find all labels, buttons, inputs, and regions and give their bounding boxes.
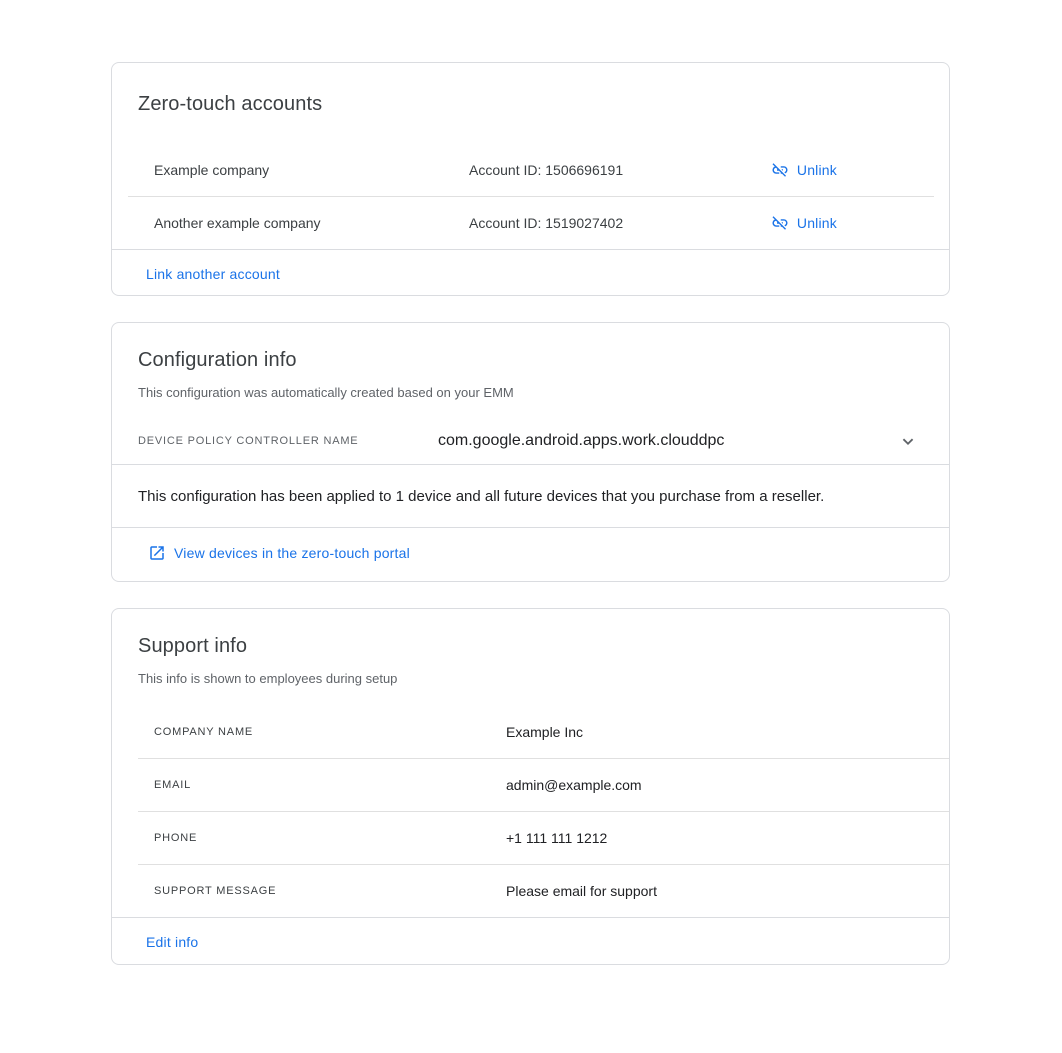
dpc-label: DEVICE POLICY CONTROLLER NAME <box>138 434 359 447</box>
configuration-info-card <box>111 322 950 582</box>
table-row <box>112 759 949 811</box>
link-another-account-button[interactable]: Link another account <box>146 266 280 282</box>
account-row <box>112 144 949 196</box>
table-row <box>112 865 949 917</box>
field-label: COMPANY NAME <box>154 726 254 738</box>
chevron-down-icon[interactable] <box>897 430 919 452</box>
dpc-row <box>112 417 949 464</box>
field-value: Example Inc <box>506 724 584 740</box>
applied-message: This configuration has been applied to 1 device and all future devices that you purchase from a reseller. <box>138 487 825 505</box>
card-footer <box>112 528 949 577</box>
table-row <box>112 812 949 864</box>
account-id: Account ID: 1519027402 <box>469 215 624 231</box>
view-devices-portal-link[interactable] <box>148 544 410 562</box>
field-label: PHONE <box>154 832 198 844</box>
card-header <box>112 63 949 144</box>
open-in-new-icon <box>148 544 166 562</box>
account-name: Example company <box>154 162 270 178</box>
view-devices-portal-label: View devices in the zero-touch portal <box>174 544 410 561</box>
link-off-icon <box>771 214 789 232</box>
card-header <box>112 323 949 400</box>
account-id: Account ID: 1506696191 <box>469 162 624 178</box>
unlink-button[interactable] <box>771 214 837 232</box>
card-header <box>112 609 949 686</box>
unlink-button[interactable] <box>771 161 837 179</box>
edit-info-button[interactable]: Edit info <box>146 934 199 950</box>
field-label: EMAIL <box>154 779 192 791</box>
field-value: Please email for support <box>506 883 657 899</box>
unlink-label: Unlink <box>796 215 837 231</box>
field-value: admin@example.com <box>506 777 642 793</box>
zero-touch-accounts-title: Zero-touch accounts <box>138 93 323 115</box>
account-name: Another example company <box>154 215 321 231</box>
field-label: SUPPORT MESSAGE <box>154 885 277 897</box>
link-off-icon <box>771 161 789 179</box>
support-info-card <box>111 608 950 965</box>
card-footer <box>112 917 949 965</box>
unlink-label: Unlink <box>796 162 837 178</box>
card-footer <box>112 249 949 296</box>
support-table <box>112 706 949 917</box>
account-row <box>112 197 949 249</box>
dpc-value: com.google.android.apps.work.clouddpc <box>438 431 725 449</box>
field-value: +1 111 111 1212 <box>506 830 608 846</box>
support-info-subtitle: This info is shown to employees during setup <box>138 671 398 686</box>
support-info-title: Support info <box>138 635 248 657</box>
zero-touch-accounts-card <box>111 62 950 296</box>
configuration-info-subtitle: This configuration was automatically created based on your EMM <box>138 385 514 400</box>
configuration-info-title: Configuration info <box>138 349 297 371</box>
table-row <box>112 706 949 758</box>
